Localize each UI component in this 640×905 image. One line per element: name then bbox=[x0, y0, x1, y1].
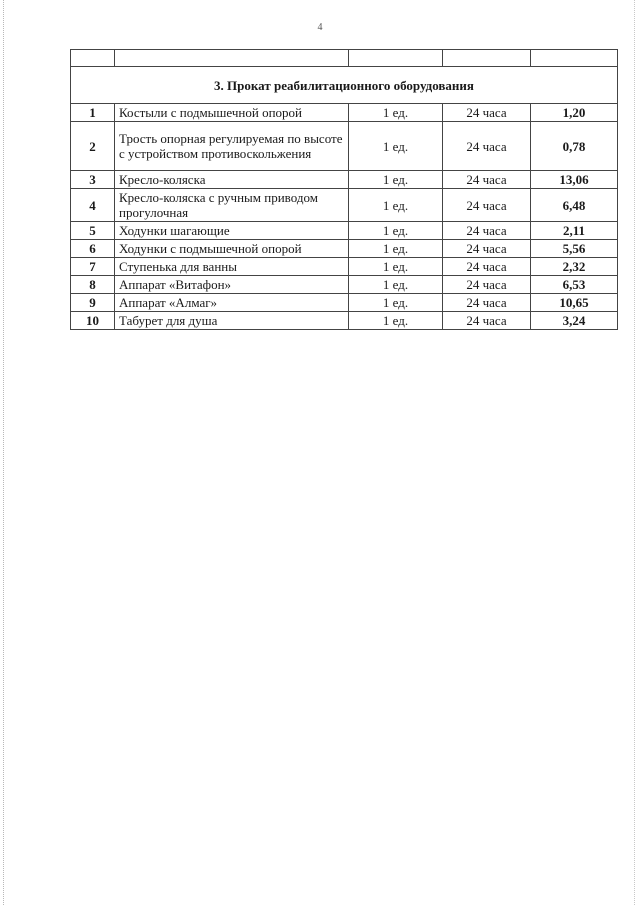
rental-period: 24 часа bbox=[443, 276, 531, 294]
table-row bbox=[71, 122, 618, 171]
item-price: 10,65 bbox=[531, 294, 618, 312]
table-cell bbox=[115, 50, 349, 67]
item-price: 2,11 bbox=[531, 222, 618, 240]
table-row bbox=[71, 189, 618, 222]
rental-period: 24 часа bbox=[443, 104, 531, 122]
item-unit: 1 ед. bbox=[349, 171, 443, 189]
row-number: 4 bbox=[71, 189, 115, 222]
rental-period: 24 часа bbox=[443, 122, 531, 171]
page-number: 4 bbox=[317, 22, 323, 33]
item-name: Ходунки с подмышечной опорой bbox=[115, 240, 349, 258]
item-price: 13,06 bbox=[531, 171, 618, 189]
rental-period: 24 часа bbox=[443, 312, 531, 330]
table-cell bbox=[349, 50, 443, 67]
item-unit: 1 ед. bbox=[349, 122, 443, 171]
item-unit: 1 ед. bbox=[349, 312, 443, 330]
item-name: Аппарат «Алмаг» bbox=[115, 294, 349, 312]
table-spacer-row bbox=[71, 50, 618, 67]
table-row bbox=[71, 258, 618, 276]
rental-period: 24 часа bbox=[443, 189, 531, 222]
table-cell bbox=[71, 50, 115, 67]
item-unit: 1 ед. bbox=[349, 222, 443, 240]
row-number: 10 bbox=[71, 312, 115, 330]
row-number: 1 bbox=[71, 104, 115, 122]
item-name: Аппарат «Витафон» bbox=[115, 276, 349, 294]
table-row bbox=[71, 294, 618, 312]
row-number: 7 bbox=[71, 258, 115, 276]
section-header-row bbox=[71, 67, 618, 104]
scan-margin-line-left bbox=[3, 0, 4, 905]
item-unit: 1 ед. bbox=[349, 294, 443, 312]
item-price: 1,20 bbox=[531, 104, 618, 122]
item-price: 5,56 bbox=[531, 240, 618, 258]
table-row bbox=[71, 312, 618, 330]
price-table-body bbox=[71, 50, 618, 330]
item-price: 3,24 bbox=[531, 312, 618, 330]
table-row bbox=[71, 104, 618, 122]
table-row bbox=[71, 222, 618, 240]
table-row bbox=[71, 171, 618, 189]
price-table bbox=[70, 49, 618, 330]
row-number: 3 bbox=[71, 171, 115, 189]
row-number: 8 bbox=[71, 276, 115, 294]
item-unit: 1 ед. bbox=[349, 104, 443, 122]
item-name: Трость опорная регулируемая по высоте с устройством противоскольжения bbox=[115, 122, 349, 171]
section-title: 3. Прокат реабилитационного оборудования bbox=[71, 67, 618, 104]
scan-margin-line-right bbox=[634, 0, 635, 905]
row-number: 9 bbox=[71, 294, 115, 312]
rental-period: 24 часа bbox=[443, 222, 531, 240]
item-name: Кресло-коляска с ручным приводом прогулочная bbox=[115, 189, 349, 222]
table-cell bbox=[531, 50, 618, 67]
item-name: Костыли с подмышечной опорой bbox=[115, 104, 349, 122]
table-row bbox=[71, 276, 618, 294]
row-number: 6 bbox=[71, 240, 115, 258]
rental-period: 24 часа bbox=[443, 294, 531, 312]
item-name: Табурет для душа bbox=[115, 312, 349, 330]
item-name: Кресло-коляска bbox=[115, 171, 349, 189]
row-number: 2 bbox=[71, 122, 115, 171]
rental-period: 24 часа bbox=[443, 258, 531, 276]
row-number: 5 bbox=[71, 222, 115, 240]
table-row bbox=[71, 240, 618, 258]
item-price: 2,32 bbox=[531, 258, 618, 276]
item-price: 6,48 bbox=[531, 189, 618, 222]
item-name: Ходунки шагающие bbox=[115, 222, 349, 240]
item-name: Ступенька для ванны bbox=[115, 258, 349, 276]
item-unit: 1 ед. bbox=[349, 240, 443, 258]
item-price: 0,78 bbox=[531, 122, 618, 171]
item-unit: 1 ед. bbox=[349, 276, 443, 294]
item-unit: 1 ед. bbox=[349, 189, 443, 222]
table-cell bbox=[443, 50, 531, 67]
item-price: 6,53 bbox=[531, 276, 618, 294]
item-unit: 1 ед. bbox=[349, 258, 443, 276]
rental-period: 24 часа bbox=[443, 171, 531, 189]
rental-period: 24 часа bbox=[443, 240, 531, 258]
